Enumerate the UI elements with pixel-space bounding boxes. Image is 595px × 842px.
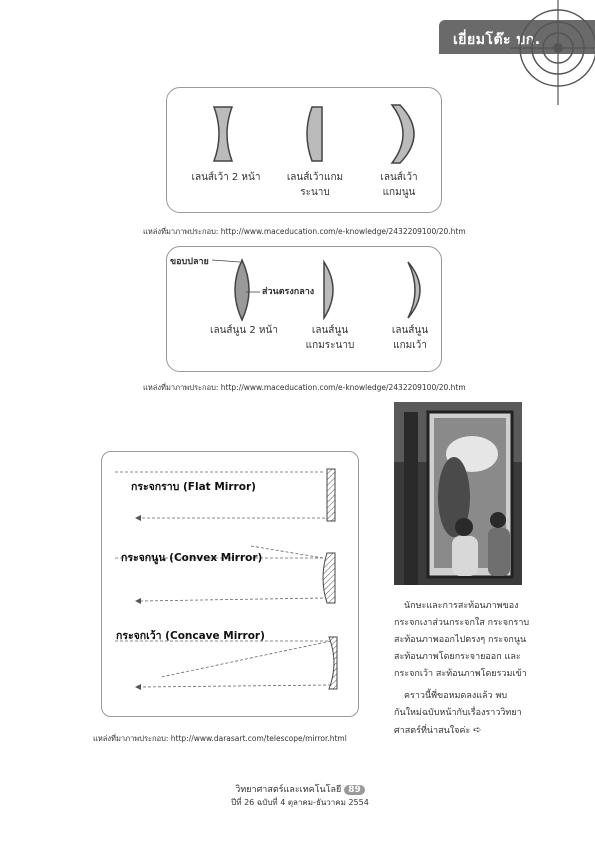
convex-mirror-shape: [323, 553, 335, 603]
center-label: ส่วนตรงกลาง: [262, 287, 315, 297]
plano-concave-label-line2: ระนาบ: [300, 187, 330, 198]
biconvex-label: เลนส์นูน 2 หน้า: [210, 325, 278, 336]
plano-concave-label-line1: เลนส์เว้าแกม: [286, 172, 344, 183]
arrow-icon: ➪: [473, 725, 482, 736]
article-paragraph: [394, 598, 534, 740]
flat-mirror-title: กระจกราบ (Flat Mirror): [131, 481, 256, 493]
paragraph-line: นักษะและการสะท้อนภาพของ: [404, 601, 519, 611]
paragraph-line: สะท้อนภาพออกไปตรงๆ กระจกนูน: [394, 635, 527, 645]
target-decoration-icon: [510, 0, 595, 110]
convex-meniscus-label-line2: แกมเว้า: [393, 340, 427, 351]
biconvex-lens-shape: [235, 260, 249, 320]
magazine-title: วิทยาศาสตร์และเทคโนโลยี: [235, 785, 342, 795]
plano-convex-label-line2: แกมระนาบ: [305, 340, 355, 351]
concave-lens-source: แหล่งที่มาภาพประกอบ: http://www.maceducation.com/e-knowledge/2432209100/20.htm: [143, 227, 466, 236]
funhouse-mirror-photo-illustration: [394, 402, 522, 585]
concave-mirror-title: กระจกเว้า (Concave Mirror): [116, 630, 265, 642]
concave-meniscus-label-line1: เลนส์เว้า: [380, 172, 418, 183]
page-number-badge: 89: [344, 785, 365, 795]
paragraph-line: สะท้อนภาพโดยกระจายออก และ: [394, 652, 521, 662]
convex-lens-source: แหล่งที่มาภาพประกอบ: http://www.maceducation.com/e-knowledge/2432209100/20.htm: [143, 383, 466, 392]
convex-meniscus-label-line1: เลนส์นูน: [391, 325, 429, 336]
paragraph-line: กระจกเว้า สะท้อนภาพโดยรวมเข้า: [394, 669, 527, 679]
concave-meniscus-label-line2: แกมนูน: [382, 187, 416, 198]
paragraph-line: กันใหม่ฉบับหน้ากับเรื่องราววิทยา: [394, 708, 522, 718]
convex-meniscus-lens-shape: [408, 262, 420, 318]
footer-magazine-line: [220, 782, 380, 796]
convex-mirror-title: กระจกนูน (Convex Mirror): [121, 552, 263, 564]
paragraph-line: ศาสตร์ที่น่าสนใจค่ะ ➪: [394, 725, 482, 736]
concave-meniscus-lens-shape: [392, 105, 414, 163]
plano-convex-label-line1: เลนส์นูน: [311, 325, 349, 336]
section-title: เยี่ยมโต๊ะ บก.: [453, 32, 541, 48]
footer-issue: ปีที่ 26 ฉบับที่ 4 ตุลาคม-ธันวาคม 2554: [231, 798, 369, 807]
paragraph-line: คราวนี้พี่ขอหมดลงแล้ว พบ: [404, 691, 508, 701]
paragraph-line: กระจกเงาส่วนกระจกใส กระจกราบ: [394, 618, 530, 628]
concave-mirror-shape: [329, 637, 337, 689]
plano-concave-lens-shape: [307, 107, 322, 161]
flat-mirror-shape: [327, 469, 335, 521]
mirror-source: แหล่งที่มาภาพประกอบ: http://www.darasart.com/telescope/mirror.html: [93, 734, 347, 743]
biconcave-label: เลนส์เว้า 2 หน้า: [191, 172, 261, 183]
biconcave-lens-shape: [214, 107, 232, 161]
mirror-photo: [394, 402, 522, 585]
edge-label: ขอบปลาย: [170, 257, 209, 267]
